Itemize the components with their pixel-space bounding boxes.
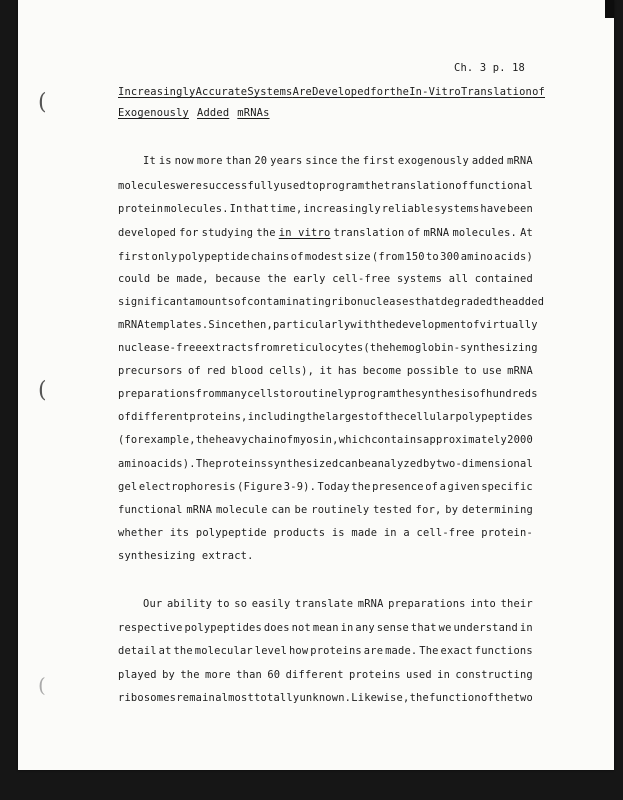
title-word: Systems — [247, 86, 293, 98]
text-line: respective polypeptides does not mean in any sense that we understand in — [118, 622, 533, 634]
title-word: Exogenously — [118, 107, 190, 119]
text-line: Our ability to so easily translate mRNA preparations into their — [143, 598, 533, 610]
title-word: In-Vitro — [409, 86, 461, 98]
title-word: for — [370, 86, 390, 98]
text-line: gel electrophoresis (Figure 3-9). Today the presence of a given specific — [118, 481, 533, 493]
text-line: functional mRNA molecule can be routinely tested for, by determining — [118, 504, 533, 516]
text-line: whether its polypeptide products is made in a cell-free protein- — [118, 527, 533, 539]
title-word: Developed — [312, 86, 371, 98]
text-line: of different proteins, including the largest of the cellular polypeptides — [118, 411, 533, 423]
title-word: mRNAs — [237, 107, 270, 119]
text-line: nuclease-free extracts from reticulocytes (the hemoglobin-synthesizing — [118, 342, 538, 354]
text-line: first only polypeptide chains of modest size (from 150 to 300 amino acids) — [118, 251, 533, 263]
title-word: Accurate — [195, 86, 248, 98]
text-line: could be made, because the early cell-free systems all contained — [118, 273, 533, 285]
title-word: of — [532, 86, 545, 98]
punch-hole-mark-middle: ( — [38, 378, 47, 403]
section-title-line-2 — [118, 107, 270, 119]
page-number: Ch. 3 p. 18 — [454, 62, 526, 74]
text-line: synthesizing extract. — [118, 550, 254, 562]
text-line: amino acids). The proteins synthesized can be analyzed by two-dimensional — [118, 458, 533, 470]
text-line: (for example, the heavy chain of myosin, which contains approximately 2000 — [118, 434, 533, 446]
text-line: detail at the molecular level how proteins are made. The exact functions — [118, 645, 533, 657]
title-word: Increasingly — [118, 86, 196, 98]
text-line: molecules were successfully used to program the translation of functional — [118, 180, 533, 192]
punch-hole-mark-top: ( — [38, 90, 47, 115]
punch-hole-mark-bottom: ( — [38, 673, 46, 697]
text-line: ribosomes remain almost totally unknown. Likewise, the function of the two — [118, 692, 533, 704]
section-title-line-1 — [118, 86, 545, 98]
title-word: Translation — [460, 86, 532, 98]
text-line: It is now more than 20 years since the first exogenously added mRNA — [143, 155, 533, 167]
title-word: the — [389, 86, 410, 98]
text-line: mRNA templates. Since then, particularly with the development of virtually — [118, 319, 538, 331]
title-word: Are — [292, 86, 312, 98]
text-line: precursors of red blood cells), it has become possible to use mRNA — [118, 365, 533, 377]
text-line: significant amounts of contaminating ribonucleases that degraded the added — [118, 296, 545, 308]
text-line: protein molecules. In that time, increasingly reliable systems have been — [118, 203, 533, 215]
text-line: preparations from many cells to routinely program the synthesis of hundreds — [118, 388, 538, 400]
text-line: developed for studying the in vitro translation of mRNA molecules. At — [118, 227, 533, 239]
text-line: played by the more than 60 different proteins used in constructing — [118, 669, 533, 681]
scan-corner-shadow — [605, 0, 614, 18]
title-word: Added — [197, 107, 230, 119]
